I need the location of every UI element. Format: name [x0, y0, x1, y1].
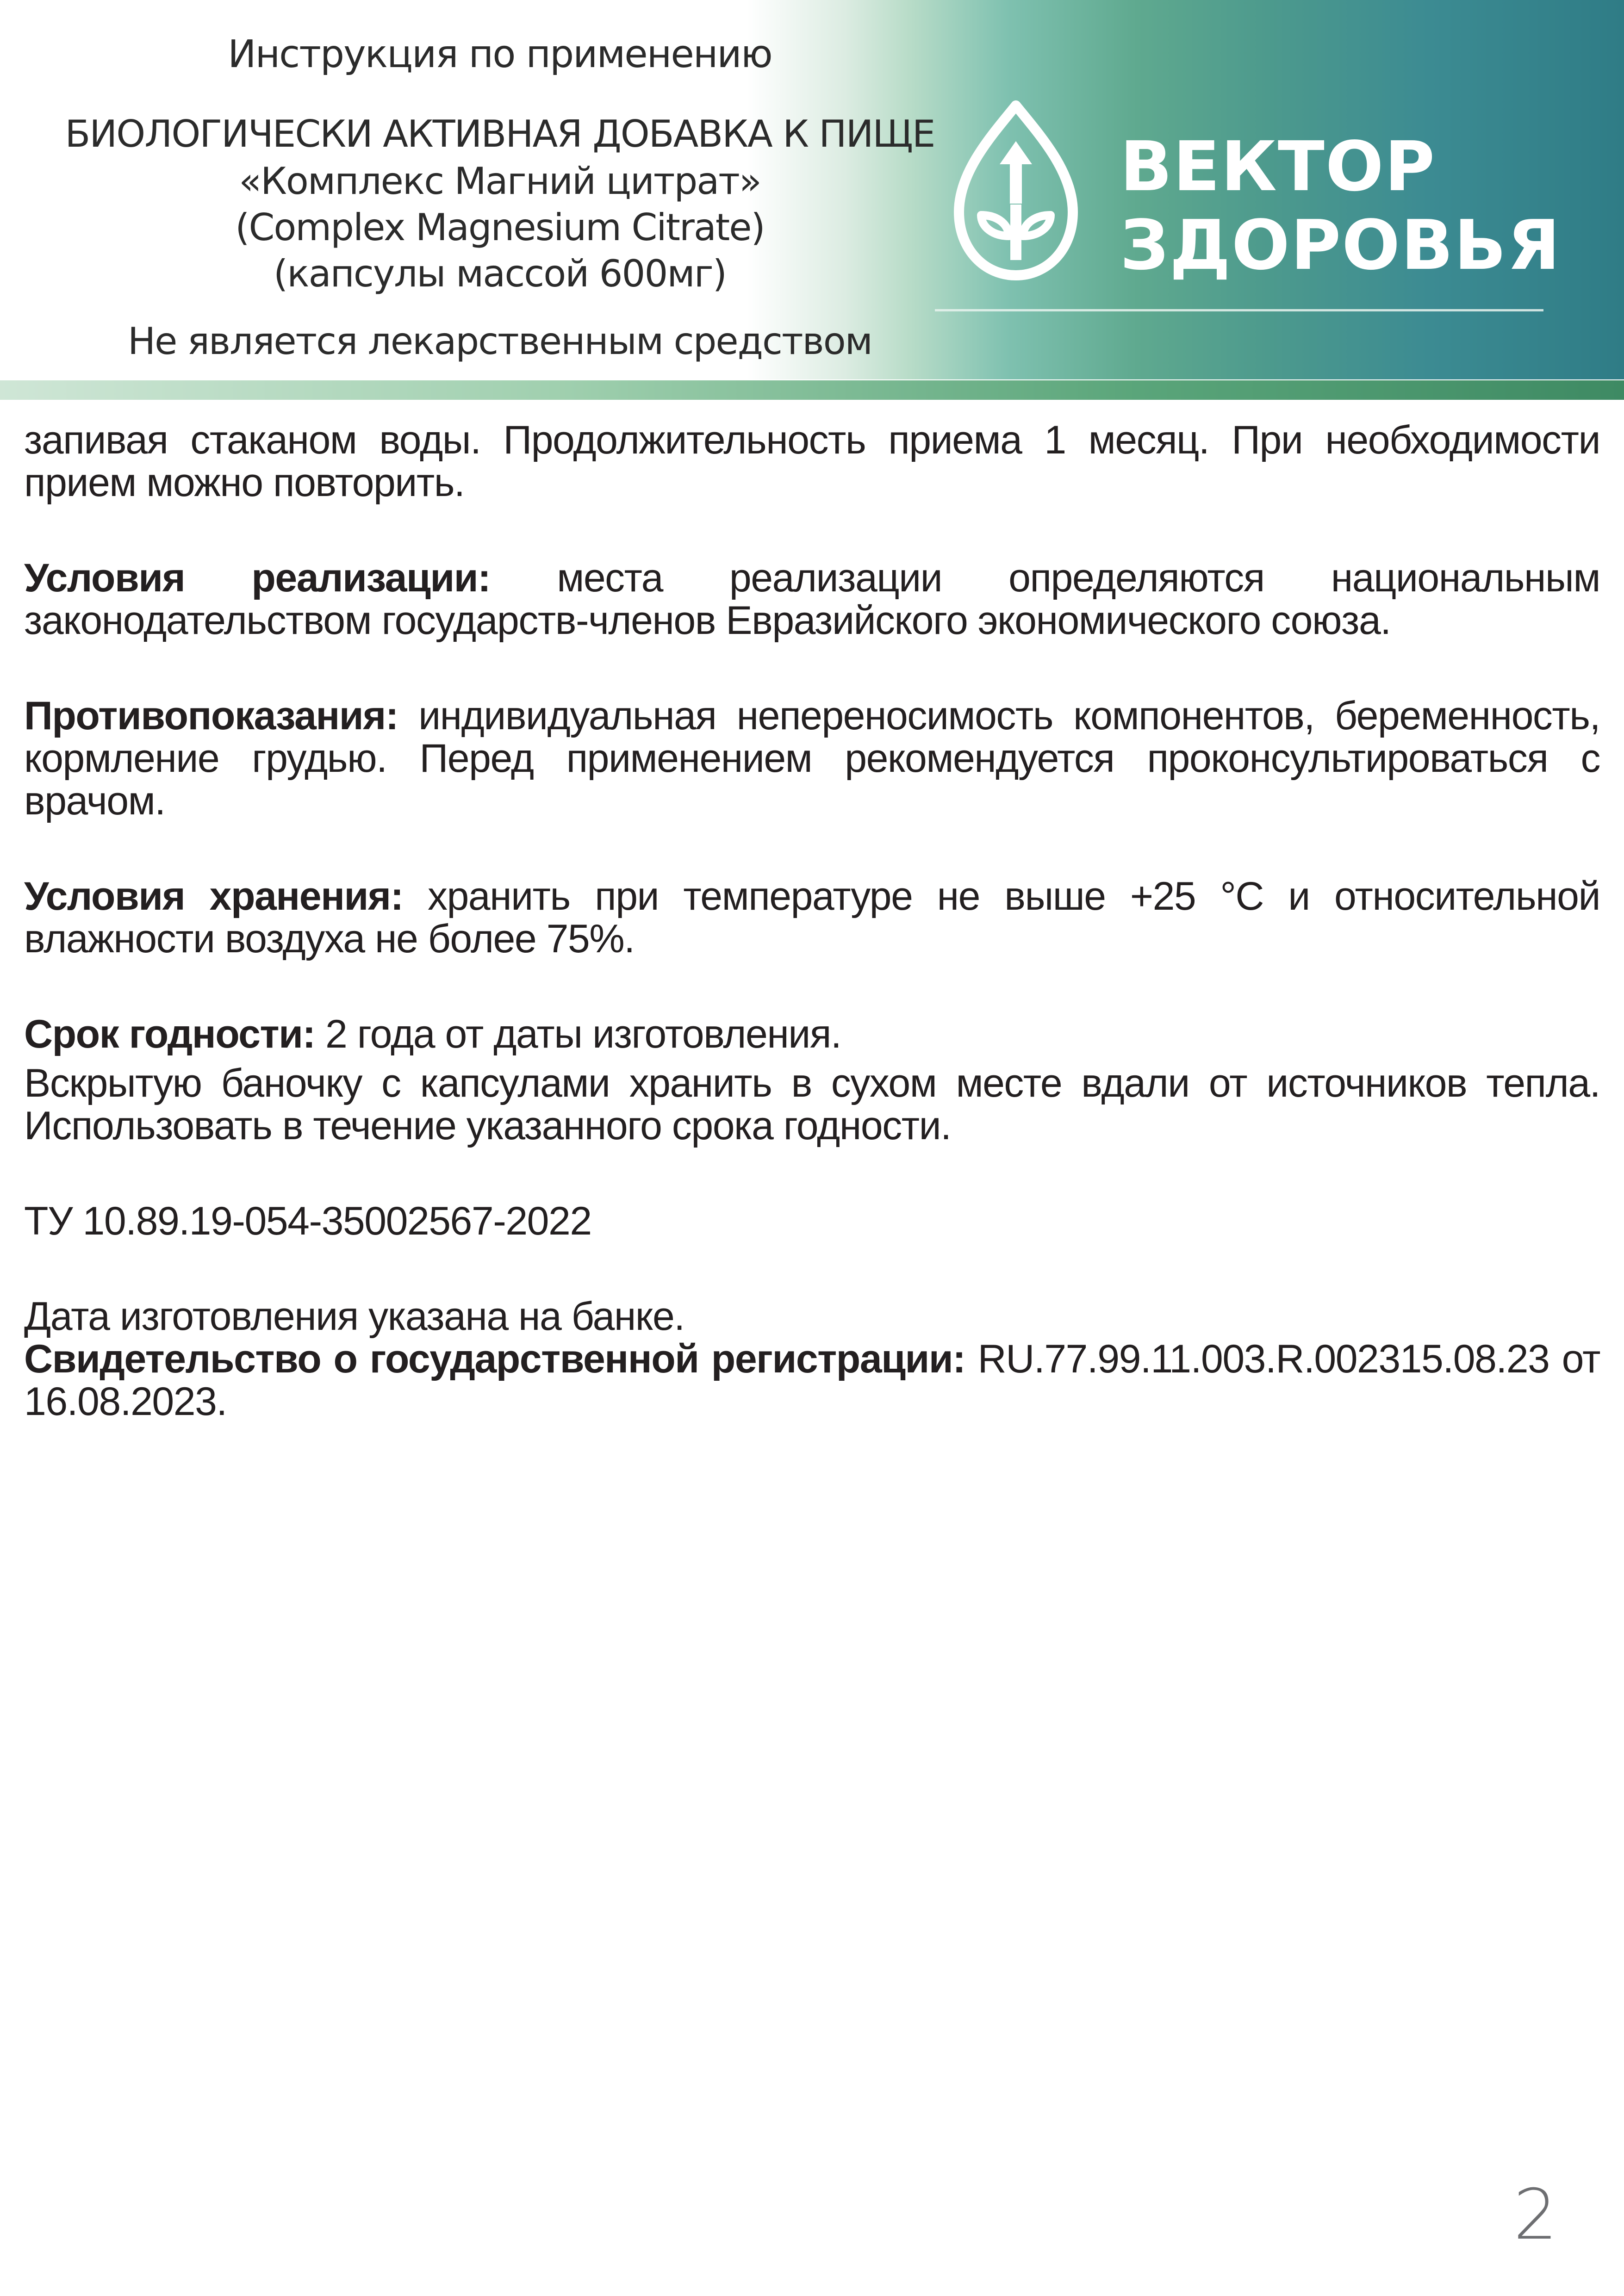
brand-word-2: ЗДОРОВЬЯ: [1120, 205, 1561, 285]
brand-logo-text: [1120, 127, 1561, 285]
registration-label: Свидетельство о государственной регистрации:: [24, 1337, 965, 1381]
not-a-medicine-note: Не является лекарственным средством: [127, 320, 872, 363]
manufacture-date-note: Дата изготовления указана на банке.: [24, 1294, 684, 1339]
shelf-life-text: 2 года от даты изготовления.: [315, 1012, 841, 1056]
product-name-en: (Complex Magnesium Citrate): [235, 206, 765, 249]
storage-conditions-label: Условия хранения:: [24, 874, 403, 918]
contraindications-label: Противопоказания:: [24, 694, 398, 738]
leaf-drop-arrow-icon: [949, 97, 1083, 282]
product-title-block: [28, 28, 972, 369]
registration-certificate: [24, 1338, 1600, 1423]
instruction-body: [24, 419, 1600, 1423]
storage-conditions: [24, 875, 1600, 960]
brand-word-1: ВЕКТОР: [1120, 127, 1436, 206]
dosage-continuation: запивая стаканом воды. Продолжительность приема 1 месяц. При необходимости прием можно повторить.: [24, 418, 1600, 505]
capsule-mass: (капсулы массой 600мг): [274, 252, 726, 295]
document-header: [0, 0, 1624, 379]
opened-jar-note: Вскрытую баночку с капсулами хранить в сухом месте вдали от источников тепла. Использовать в течение указанного срока годности.: [24, 1061, 1600, 1148]
product-category: БИОЛОГИЧЕСКИ АКТИВНАЯ ДОБАВКА К ПИЩЕ: [65, 112, 935, 155]
registration-number: RU.77.99.11.003.R.002315.08.23 от 16.08.2023.: [24, 1337, 1600, 1424]
contraindications-text: индивидуальная непереносимость компонентов, беременность, кормление грудью. Перед применением рекомендуется проконсультироваться с врачом.: [24, 694, 1600, 823]
sale-conditions-label: Условия реализации:: [24, 556, 491, 600]
contraindications: [24, 695, 1600, 822]
product-name-ru: «Комплекс Магний цитрат»: [239, 160, 761, 203]
technical-spec: ТУ 10.89.19-054-35002567-2022: [24, 1199, 591, 1243]
sale-conditions: [24, 557, 1600, 642]
instruction-heading: Инструкция по применению: [228, 32, 772, 76]
storage-conditions-text: хранить при температуре не выше +25 °С и относительной влажности воздуха не более 75%.: [24, 874, 1600, 961]
shelf-life: [24, 1013, 1600, 1055]
header-divider-band: [0, 380, 1624, 400]
shelf-life-label: Срок годности:: [24, 1012, 315, 1056]
logo-underline: [935, 309, 1543, 311]
sale-conditions-text: места реализации определяются национальным законодательством государств-членов Евразийского экономического союза.: [24, 556, 1600, 643]
page-number: 2: [1513, 2175, 1558, 2255]
